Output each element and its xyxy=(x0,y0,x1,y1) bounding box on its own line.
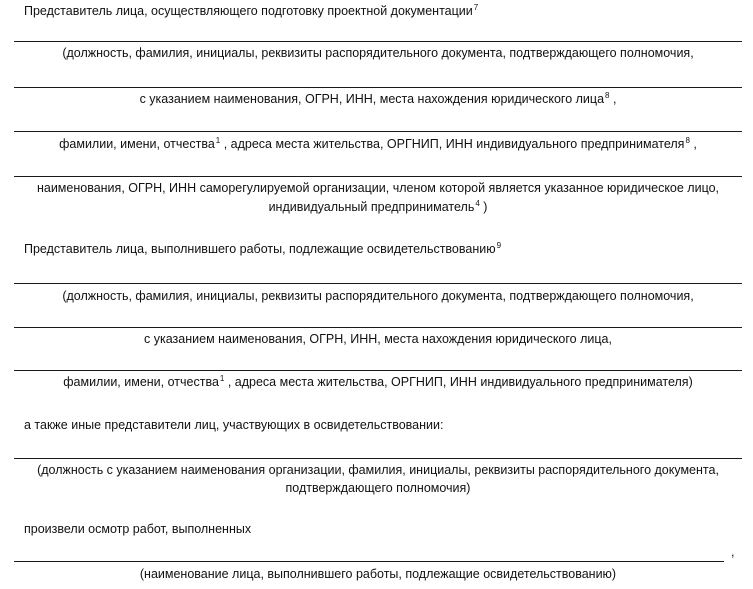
designer-rep-label: Представитель лица, осуществляющего подготовку проектной документации$^7$ xyxy=(24,3,479,18)
others-label: а также иные представители лиц, участвующих в освидетельствовании: xyxy=(24,418,444,432)
designer-caption-3: фамилии, имени, отчества$^1$ , адреса места жительства, ОРГНИП, ИНН индивидуального предпринимателя$^8$ , xyxy=(59,136,697,151)
footnote-ref: 8 xyxy=(605,91,610,100)
others-caption-1: (должность с указанием наименования организации, фамилия, инициалы, реквизиты распорядительного документа, xyxy=(37,463,719,477)
fill-line[interactable] xyxy=(14,283,742,284)
contractor-caption-3: фамилии, имени, отчества$^1$ , адреса места жительства, ОРГНИП, ИНН индивидуального предпринимателя) xyxy=(63,374,693,389)
fill-line[interactable] xyxy=(14,131,742,132)
designer-caption-1: (должность, фамилия, инициалы, реквизиты распорядительного документа, подтверждающего полномочия, xyxy=(62,46,694,60)
inspection-caption: (наименование лица, выполнившего работы, подлежащие освидетельствованию) xyxy=(139,567,617,581)
contractor-caption-2: с указанием наименования, ОГРН, ИНН, места нахождения юридического лица, xyxy=(144,332,612,346)
inspection-label: произвели осмотр работ, выполненных xyxy=(24,522,252,536)
designer-caption-4a: наименования, ОГРН, ИНН саморегулируемой организации, членом которой является указанное юридическое лицо, xyxy=(36,181,720,195)
fill-line[interactable] xyxy=(14,458,742,459)
contractor-caption-1: (должность, фамилия, инициалы, реквизиты распорядительного документа, подтверждающего полномочия, xyxy=(62,289,694,303)
footnote-ref: 9 xyxy=(496,241,502,250)
footnote-ref: 8 xyxy=(685,136,690,145)
footnote-ref: 4 xyxy=(475,199,480,208)
fill-line[interactable] xyxy=(14,176,742,177)
trailing-comma: , xyxy=(731,545,735,559)
fill-line[interactable] xyxy=(14,327,742,328)
designer-caption-2: с указанием наименования, ОГРН, ИНН, места нахождения юридического лица$^8$ , xyxy=(139,91,617,106)
footnote-ref: 7 xyxy=(473,3,479,12)
footnote-ref: 1 xyxy=(219,374,225,383)
fill-line[interactable] xyxy=(14,41,742,42)
footnote-ref: 1 xyxy=(215,136,221,145)
fill-line[interactable] xyxy=(14,87,742,88)
contractor-rep-label: Представитель лица, выполнившего работы, подлежащие освидетельствованию$^9$ xyxy=(24,241,502,256)
fill-line[interactable] xyxy=(14,370,742,371)
designer-caption-4b: индивидуальный предприниматель$^4$ ) xyxy=(268,199,488,214)
fill-line[interactable] xyxy=(14,561,724,562)
others-caption-2: подтверждающего полномочия) xyxy=(285,481,471,495)
